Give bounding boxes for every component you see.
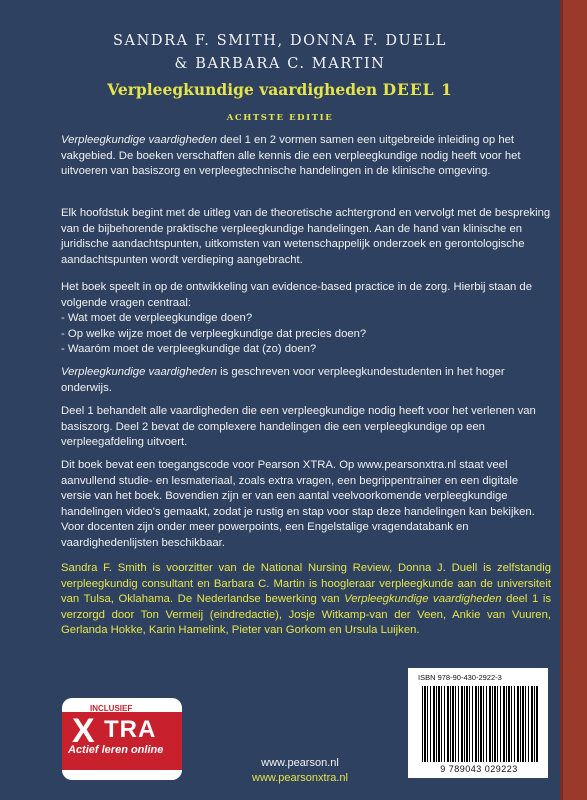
list-item: - Waaróm moet de verpleegkundige dat (zo) doen? xyxy=(61,342,551,358)
evidence-based-paragraph xyxy=(61,280,551,358)
barcode-digits: 9 789043 029223 xyxy=(414,764,544,774)
book-spine xyxy=(560,0,587,800)
badge-subtitle: Actief leren online xyxy=(68,744,164,756)
intro-title-italic: Verpleegkundige vaardigheden xyxy=(61,134,217,146)
authors-bio-text-a: Sandra F. Smith is voorzitter van de National Nursing Review, Donna J. Duell is zelfstandig verpleegkundig consultant en Barbara C. Martin is hoogleraar verpleegkunde aan de universiteit van Tulsa, Oklahama. De Nederlandse bewerking van xyxy=(61,562,551,606)
badge-x-letter: X xyxy=(72,712,95,750)
badge-inclusief: INCLUSIEF xyxy=(90,704,133,713)
authors-bio-text-b: deel 1 is verzorgd door Ton Vermeij (eindredactie), Josje Witkamp-van der Veen, Ankie van Vuuren, Gerlanda Hokke, Karin Hamelink, Pieter van Gorkom en Ursula Luijken. xyxy=(61,593,551,637)
evidence-based-intro: Het boek speelt in op de ontwikkeling van evidence-based practice in de zorg. Hierbij staan de volgende vragen centraal: xyxy=(61,281,532,309)
intro-text: deel 1 en 2 vormen samen een uitgebreide inleiding op het vakgebied. De boeken verschaffen alle kennis die een verpleegkundige nodig heeft voor het uitvoeren van basiszorg en verpleegtechnische handelingen in de klinische omgeving. xyxy=(61,134,521,178)
barcode-icon xyxy=(422,686,538,762)
audience-title-italic: Verpleegkundige vaardigheden xyxy=(61,366,217,378)
book-title-part: DEEL 1 xyxy=(382,80,453,99)
isbn-barcode-box xyxy=(408,668,548,778)
book-title-main: Verpleegkundige vaardigheden xyxy=(107,80,378,99)
pearson-url[interactable]: www.pearson.nl xyxy=(261,757,339,769)
authors-line-2: & BARBARA C. MARTIN xyxy=(174,56,386,72)
xtra-badge-logo xyxy=(62,698,182,780)
intro-paragraph xyxy=(61,133,551,180)
authors-bio-title-italic: Verpleegkundige vaardigheden xyxy=(344,593,502,606)
questions-list xyxy=(61,311,551,358)
list-item: - Wat moet de verpleegkundige doen? xyxy=(61,311,551,327)
book-title xyxy=(0,80,560,99)
audience-paragraph xyxy=(61,365,551,396)
volumes-paragraph: Deel 1 behandelt alle vaardigheden die een verpleegkundige nodig heeft voor het verlenen van basiszorg. Deel 2 bevat de complexere handelingen die een verpleegkundige op een verpleegafdeling uitvoert. xyxy=(61,405,536,449)
pearsonxtra-url[interactable]: www.pearsonxtra.nl xyxy=(252,772,348,784)
list-item: - Op welke wijze moet de verpleegkundige dat precies doen? xyxy=(61,327,551,343)
authors-line-1: SANDRA F. SMITH, DONNA F. DUELL xyxy=(112,33,448,49)
edition-label: ACHTSTE EDITIE xyxy=(226,113,334,123)
badge-tra-letters: TRA xyxy=(104,716,157,743)
chapter-structure-paragraph: Elk hoofdstuk begint met de uitleg van de theoretische achtergrond en vervolgt met de bespreking van de bijbehorende praktische verpleegkundige handelingen. Aan de hand van klinische en juridische aandachtspunten, uitkomsten van wetenschappelijk onderzoek en gerontologische aandachtspunten wordt verdieping aangebracht. xyxy=(61,207,551,266)
isbn-label: ISBN 978-90-430-2922-3 xyxy=(418,673,502,682)
audience-text: is geschreven voor verpleegkundestudenten in het hoger onderwijs. xyxy=(61,366,505,394)
authors-bio-paragraph xyxy=(61,561,551,639)
xtra-paragraph: Dit boek bevat een toegangscode voor Pearson XTRA. Op www.pearsonxtra.nl staat veel aanvullend studie- en lesmateriaal, zoals extra vragen, een begrippentrainer en een digitale versie van het boek. Bovendien zijn er van een aantal veelvoorkomende verpleegkundige handelingen video's gemaakt, zodat je rustig en stap voor stap deze handelingen kan bekijken. Voor docenten zijn onder meer powerpoints, een Engelstalige vragendatabank en vaardighedenlijsten beschikbaar. xyxy=(61,459,535,549)
